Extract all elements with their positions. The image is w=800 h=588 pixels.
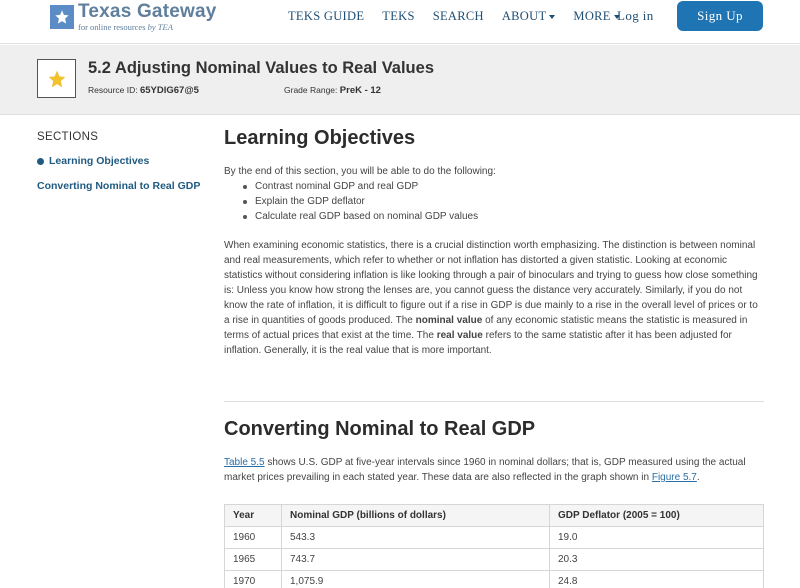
list-item: Explain the GDP deflator xyxy=(243,194,478,209)
table-cell: 1960 xyxy=(225,527,282,549)
section-heading-converting: Converting Nominal to Real GDP xyxy=(224,418,536,440)
logo-title: Texas Gateway xyxy=(78,1,217,23)
texas-gateway-logo[interactable] xyxy=(50,2,217,32)
list-item: Contrast nominal GDP and real GDP xyxy=(243,179,478,194)
sidebar-item-label: Converting Nominal to Real GDP xyxy=(37,180,201,192)
favorite-button[interactable] xyxy=(37,59,76,98)
sidebar-item-label: Learning Objectives xyxy=(49,155,150,167)
table-cell: 19.0 xyxy=(550,527,764,549)
table-cell: 543.3 xyxy=(282,527,550,549)
table-cell: 743.7 xyxy=(282,549,550,571)
sections-heading: SECTIONS xyxy=(37,131,99,143)
intro-text: By the end of this section, you will be able to do the following: xyxy=(224,166,496,177)
table-cell: 24.8 xyxy=(550,571,764,588)
table-cell: 20.3 xyxy=(550,549,764,571)
nav-teks[interactable]: TEKS xyxy=(382,9,415,23)
main-nav xyxy=(288,9,638,24)
sidebar-item-converting[interactable] xyxy=(37,180,200,192)
chevron-down-icon xyxy=(549,15,555,19)
login-link[interactable]: Log in xyxy=(617,8,654,23)
star-icon xyxy=(47,69,67,89)
site-header xyxy=(0,0,800,44)
gdp-table xyxy=(224,504,764,588)
objectives-list xyxy=(243,179,478,224)
page-title: 5.2 Adjusting Nominal Values to Real Values xyxy=(88,59,434,77)
table-row xyxy=(225,549,764,571)
logo-star-icon xyxy=(50,5,74,29)
nav-more[interactable]: MORE xyxy=(573,9,619,24)
nav-search[interactable]: SEARCH xyxy=(432,9,484,23)
table-cell: 1970 xyxy=(225,571,282,588)
table-cell: 1,075.9 xyxy=(282,571,550,588)
grade-range: Grade Range: PreK - 12 xyxy=(284,85,381,96)
figure-link[interactable]: Figure 5.7 xyxy=(651,472,697,483)
sidebar-item-learning-objectives[interactable] xyxy=(37,155,149,167)
nav-about[interactable]: ABOUT xyxy=(502,9,556,24)
section-heading-learning-objectives: Learning Objectives xyxy=(224,127,416,149)
table-cell: 1965 xyxy=(225,549,282,571)
resource-banner xyxy=(0,45,800,115)
table-header-row xyxy=(225,505,764,527)
table-header: Nominal GDP (billions of dollars) xyxy=(282,505,550,527)
table-link[interactable]: Table 5.5 xyxy=(224,457,265,468)
body-paragraph: When examining economic statistics, there is a crucial distinction worth emphasizing. The distinction is between nominal and real measurements, which refer to whether or not inflation has distorted a given statistic. Looking at economic statistics without considering inflation is like looking through a pair of binoculars and trying to guess how close something is: Unless you know how strong the lenses are, you cannot guess the distance very accurately. Similarly, if you do not know the rate of inflation, it is difficult to figure out if a rise in GDP is due mainly to a rise in the overall level of prices or to a rise in quantities of goods produced. The nominal value of any economic statistic means the statistic is measured in terms of actual prices that exist at the time. The real value refers to the same statistic after it has been adjusted for inflation. Generally, it is the real value that is more important. xyxy=(224,240,758,356)
table-row xyxy=(225,571,764,588)
table-header: GDP Deflator (2005 = 100) xyxy=(550,505,764,527)
resource-id: Resource ID: 65YDlG67@5 xyxy=(88,85,199,96)
signup-button[interactable]: Sign Up xyxy=(677,1,763,31)
table-row xyxy=(225,527,764,549)
active-dot-icon xyxy=(37,158,44,165)
section2-paragraph: Table 5.5 shows U.S. GDP at five-year intervals since 1960 in nominal dollars; that is, GDP measured using the actual market prices prevailing in each stated year. These data are also reflected in the graph shown in Figure 5.7. xyxy=(224,457,746,483)
nav-teks-guide[interactable]: TEKS GUIDE xyxy=(288,9,365,23)
list-item: Calculate real GDP based on nominal GDP values xyxy=(243,209,478,224)
table-header: Year xyxy=(225,505,282,527)
logo-subtitle: for online resources by TEA xyxy=(78,22,173,33)
divider xyxy=(224,401,764,402)
